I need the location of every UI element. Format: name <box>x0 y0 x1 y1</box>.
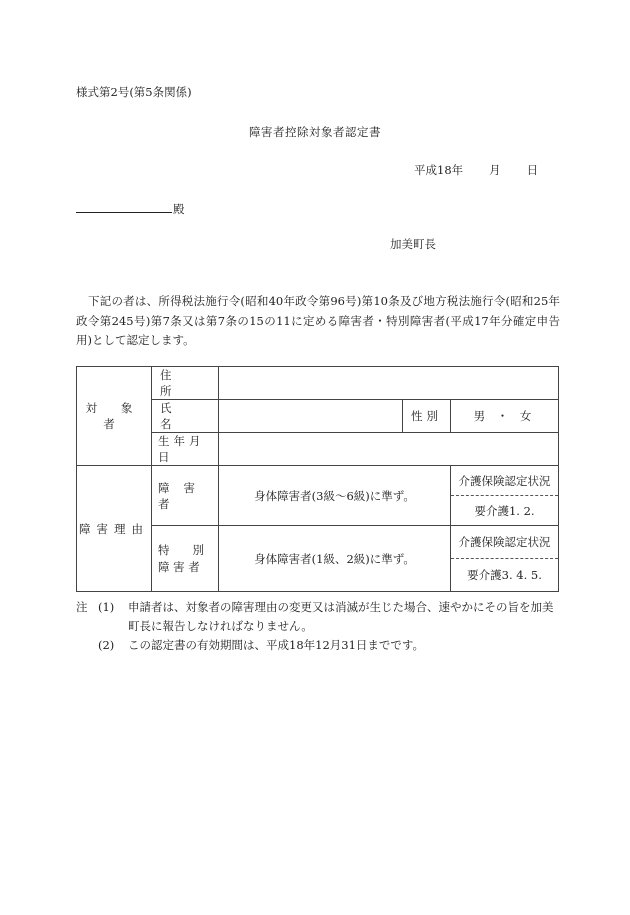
sex-label-cell <box>403 400 451 433</box>
reason-label-cell <box>77 466 152 592</box>
issuer: 加美町長 <box>390 237 436 251</box>
date-era-year: 平成18年 <box>414 163 464 177</box>
issue-date <box>414 162 538 178</box>
form-number: 様式第2号(第5条関係) <box>76 85 192 99</box>
subject-label: 対 象 者 <box>85 401 143 431</box>
sex-label: 性別 <box>411 409 442 423</box>
note-item <box>76 598 560 636</box>
care-level-2: 要介護3. 4. 5. <box>467 568 542 582</box>
name-label: 氏名 <box>160 401 194 431</box>
address-label-cell <box>152 367 219 400</box>
special-label-line-2: 障 害 者 <box>158 559 200 574</box>
special-label-line-1: 特 別 <box>158 542 204 557</box>
note-text: 申請者は、対象者の障害理由の変更又は消滅が生じた場合、速やかにその旨を加美町長に報告しなければなりません。 <box>128 600 554 633</box>
date-day: 日 <box>526 163 539 177</box>
special-label-cell <box>152 526 219 592</box>
birthdate-value-cell <box>219 433 559 466</box>
disabled-label-cell <box>152 466 219 526</box>
sex-options-cell <box>451 400 559 433</box>
note-number: (2) <box>98 638 115 652</box>
disabled-criteria-cell <box>219 466 451 526</box>
care-status-1-cell <box>451 466 559 496</box>
notes <box>76 598 560 655</box>
certification-table <box>76 366 559 592</box>
care-status-label-2: 介護保険認定状況 <box>458 535 551 549</box>
subject-label-cell <box>77 367 152 466</box>
addressee <box>76 200 185 217</box>
name-value-cell <box>219 400 403 433</box>
note-number: (1) <box>98 600 115 614</box>
disabled-criteria: 身体障害者(3級〜6級)に準ず。 <box>254 488 415 503</box>
note-text: この認定書の有効期間は、平成18年12月31日までです。 <box>128 638 424 652</box>
birthdate-label: 生年月日 <box>158 434 205 464</box>
reason-label: 障害理由 <box>79 521 149 536</box>
birthdate-label-cell <box>152 433 219 466</box>
body-text: 下記の者は、所得税法施行令(昭和40年政令第96号)第10条及び地方税法施行令(昭和25年政令第245号)第7条又は第7条の15の11に定める障害者・特別障害者(平成17年分確定申告用)として認定します。 <box>76 294 560 347</box>
address-value-cell <box>219 367 559 400</box>
care-level-1-cell <box>451 496 559 526</box>
special-criteria-cell <box>219 526 451 592</box>
note-mark: 注 <box>76 600 88 614</box>
date-month: 月 <box>489 163 501 177</box>
addressee-blank-line <box>76 200 172 213</box>
care-status-2-cell <box>451 526 559 559</box>
name-label-cell <box>152 400 219 433</box>
document-title: 障害者控除対象者認定書 <box>249 125 381 139</box>
care-level-1: 要介護1. 2. <box>474 503 535 518</box>
disabled-label: 障害者 <box>158 480 209 511</box>
note-item <box>76 636 560 655</box>
addressee-suffix: 殿 <box>173 202 185 216</box>
address-label: 住所 <box>160 368 194 398</box>
special-criteria: 身体障害者(1級、2級)に準ず。 <box>254 551 415 566</box>
care-status-label-1: 介護保険認定状況 <box>458 473 551 488</box>
care-level-2-cell <box>451 559 559 592</box>
sex-options: 男 ・ 女 <box>473 409 536 423</box>
